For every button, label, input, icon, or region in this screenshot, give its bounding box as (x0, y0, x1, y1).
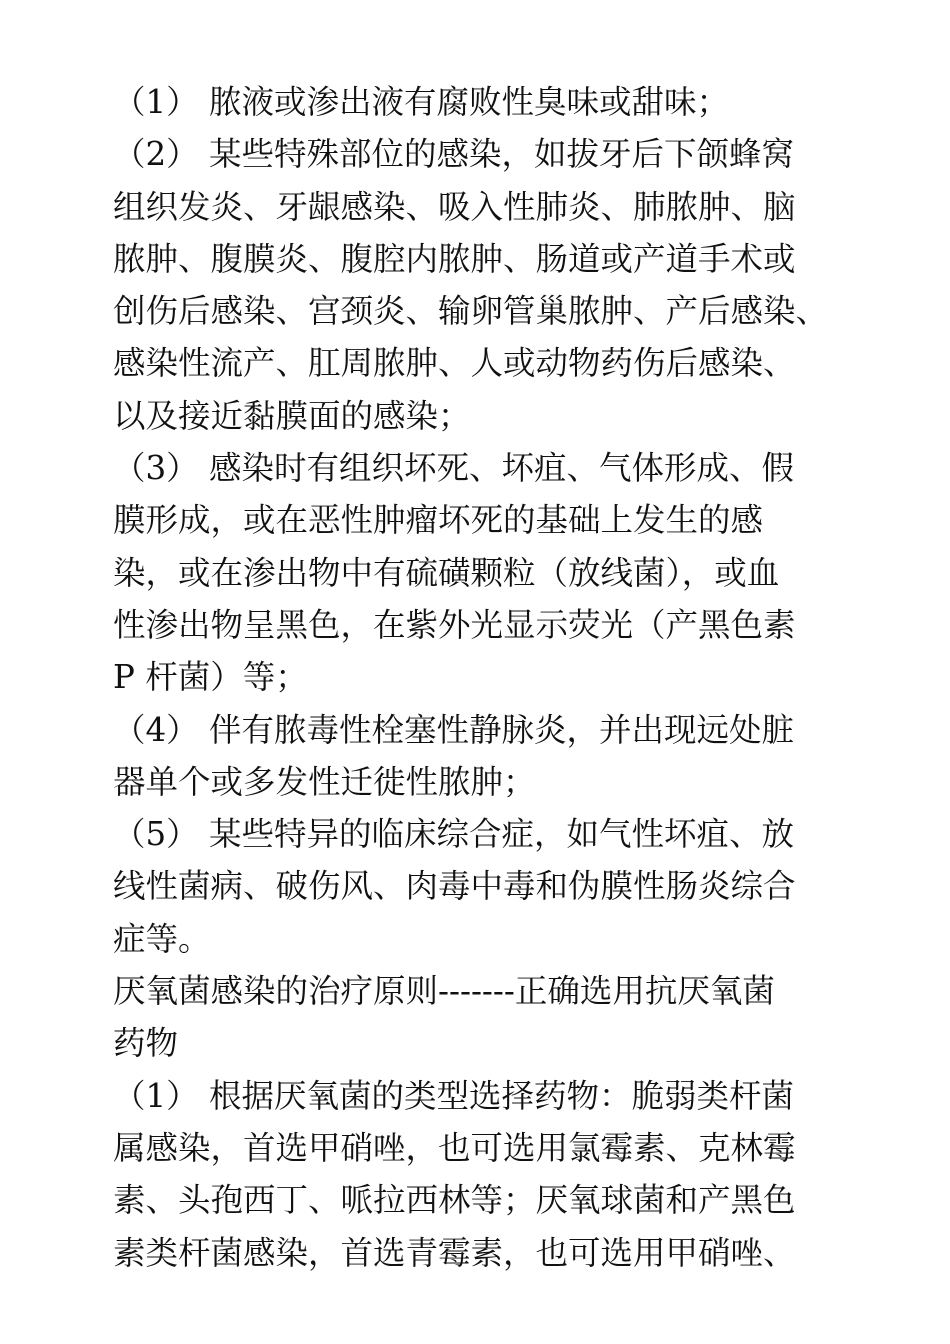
text-line: 厌氧菌感染的治疗原则-------正确选用抗厌氧菌 (113, 972, 775, 1011)
text-line: （2） 某些特殊部位的感染，如拔牙后下颌蜂窝 (113, 135, 795, 174)
text-line: 性渗出物呈黑色，在紫外光显示荧光（产黑色素 (113, 605, 796, 644)
text-line: 属感染，首选甲硝唑，也可选用氯霉素、克林霉 (113, 1128, 796, 1167)
text-line: 以及接近黏膜面的感染； (113, 396, 471, 435)
text-line: （4） 伴有脓毒性栓塞性静脉炎，并出现远处脏 (113, 710, 795, 749)
text-line: （3） 感染时有组织坏死、坏疽、气体形成、假 (113, 449, 795, 488)
text-line: 线性菌病、破伤风、肉毒中毒和伪膜性肠炎综合 (113, 867, 796, 906)
text-line: 组织发炎、牙龈感染、吸入性肺炎、肺脓肿、脑 (113, 187, 796, 226)
text-line: 感染性流产、肛周脓肿、人或动物药伤后感染、 (113, 344, 796, 383)
text-line: （5） 某些特异的临床综合症，如气性坏疽、放 (113, 815, 795, 854)
text-line: （1） 根据厌氧菌的类型选择药物：脆弱类杆菌 (113, 1076, 795, 1115)
text-line: 素类杆菌感染，首选青霉素，也可选用甲硝唑、 (113, 1233, 796, 1272)
text-line: 药物 (113, 1024, 179, 1063)
text-line: 素、头孢西丁、哌拉西林等；厌氧球菌和产黑色 (113, 1181, 796, 1220)
text-line: 器单个或多发性迁徙性脓肿； (113, 762, 536, 801)
text-line: 症等。 (113, 919, 211, 958)
text-line: 染，或在渗出物中有硫磺颗粒（放线菌），或血 (113, 553, 780, 592)
text-line: 膜形成，或在恶性肿瘤坏死的基础上发生的感 (113, 501, 764, 540)
document-body (113, 76, 838, 1279)
text-line: P 杆菌）等； (113, 658, 308, 697)
text-line: 创伤后感染、宫颈炎、输卵管巢脓肿、产后感染、 (113, 292, 829, 331)
text-line: （1） 脓液或渗出液有腐败性臭味或甜味； (113, 83, 730, 121)
text-line: 脓肿、腹膜炎、腹腔内脓肿、肠道或产道手术或 (113, 239, 796, 278)
